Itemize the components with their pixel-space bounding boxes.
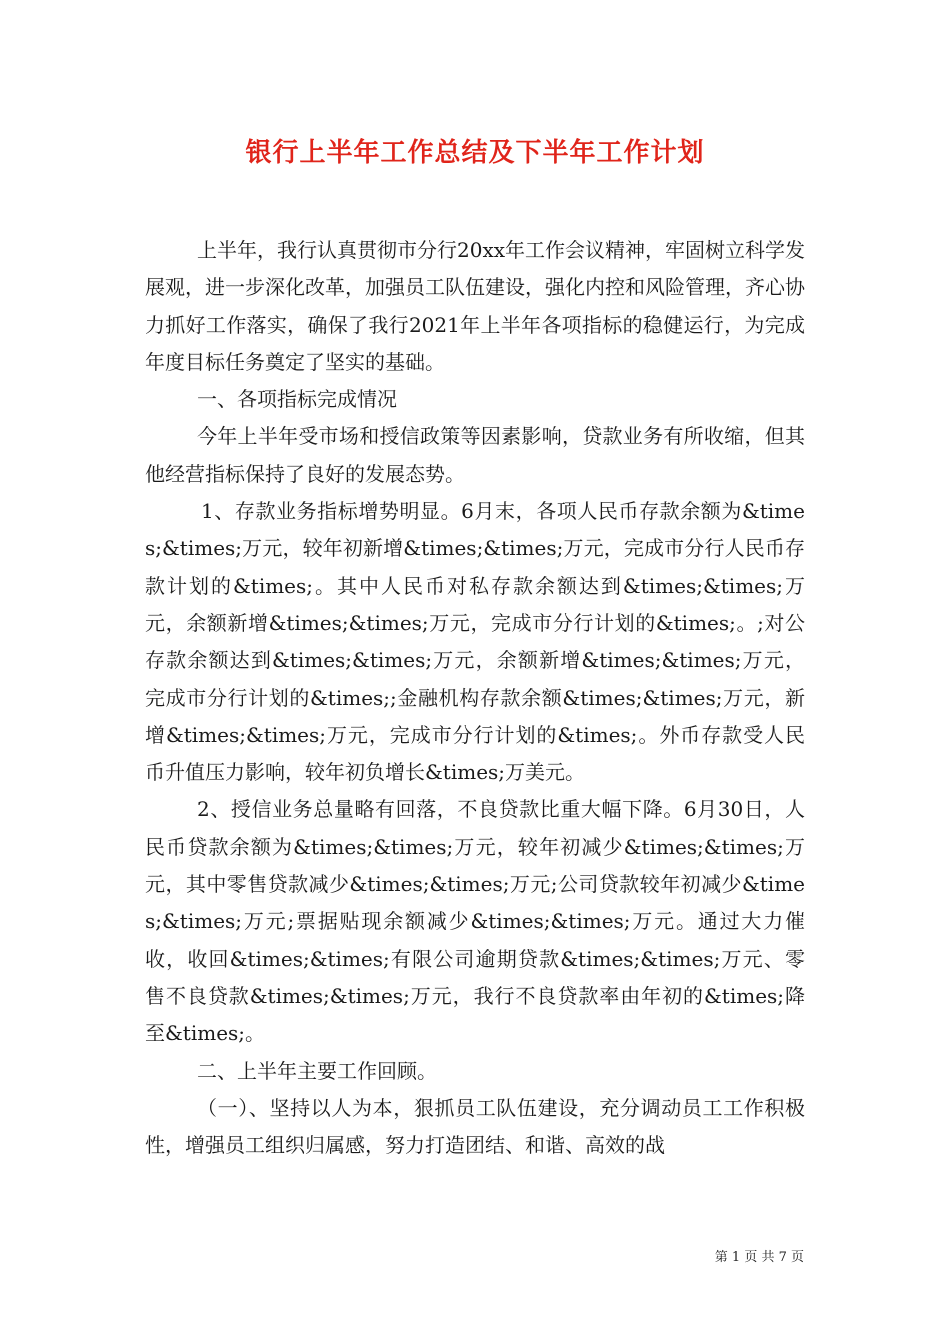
- section-heading-2: 二、上半年主要工作回顾。: [197, 1058, 437, 1083]
- credit-paragraph: 2、授信业务总量略有回落，不良贷款比重大幅下降。6月30日，人民币贷款余额为&times;&times;万元，较年初减少&times;&times;万元，其中零售贷款减少&times;&times;万元;公司贷款较年初减少&times;&times;万元;票据贴现余额减少&times;&times;万元。通过大力催收，收回&times;&times;有限公司逾期贷款&times;&times;万元、零售不良贷款&times;&times;万元，我行不良贷款率由年初的&times;降至&times;。: [145, 797, 805, 1046]
- intro-paragraph: 上半年，我行认真贯彻市分行20xx年工作会议精神，牢固树立科学发展观，进一步深化改革，加强员工队伍建设，强化内控和风险管理，齐心协力抓好工作落实，确保了我行2021年上半年各项指标的稳健运行，为完成年度目标任务奠定了坚实的基础。: [145, 238, 806, 374]
- deposit-paragraph: 1、存款业务指标增势明显。6月末，各项人民币存款余额为&times;&times;万元，较年初新增&times;&times;万元，完成市分行人民币存款计划的&times;。其中人民币对私存款余额达到&times;&times;万元，余额新增&times;&times;万元，完成市分行计划的&times;。;对公存款余额达到&times;&times;万元，余额新增&times;&times;万元，完成市分行计划的&times;;金融机构存款余额&times;&times;万元，新增&times;&times;万元，完成市分行计划的&times;。外币存款受人民币升值压力影响，较年初负增长&times;万美元。: [145, 499, 805, 785]
- section-heading-1: 一、各项指标完成情况: [197, 387, 397, 412]
- page-number: 第 1 页 共 7 页: [714, 1250, 804, 1265]
- document-title: 银行上半年工作总结及下半年工作计划: [245, 138, 705, 168]
- document-body: [145, 232, 805, 1164]
- staff-paragraph: （一）、坚持以人为本，狠抓员工队伍建设，充分调动员工工作积极性，增强员工组织归属感，努力打造团结、和谐、高效的战: [145, 1095, 805, 1158]
- indicators-paragraph: 今年上半年受市场和授信政策等因素影响，贷款业务有所收缩，但其他经营指标保持了良好的发展态势。: [145, 424, 805, 486]
